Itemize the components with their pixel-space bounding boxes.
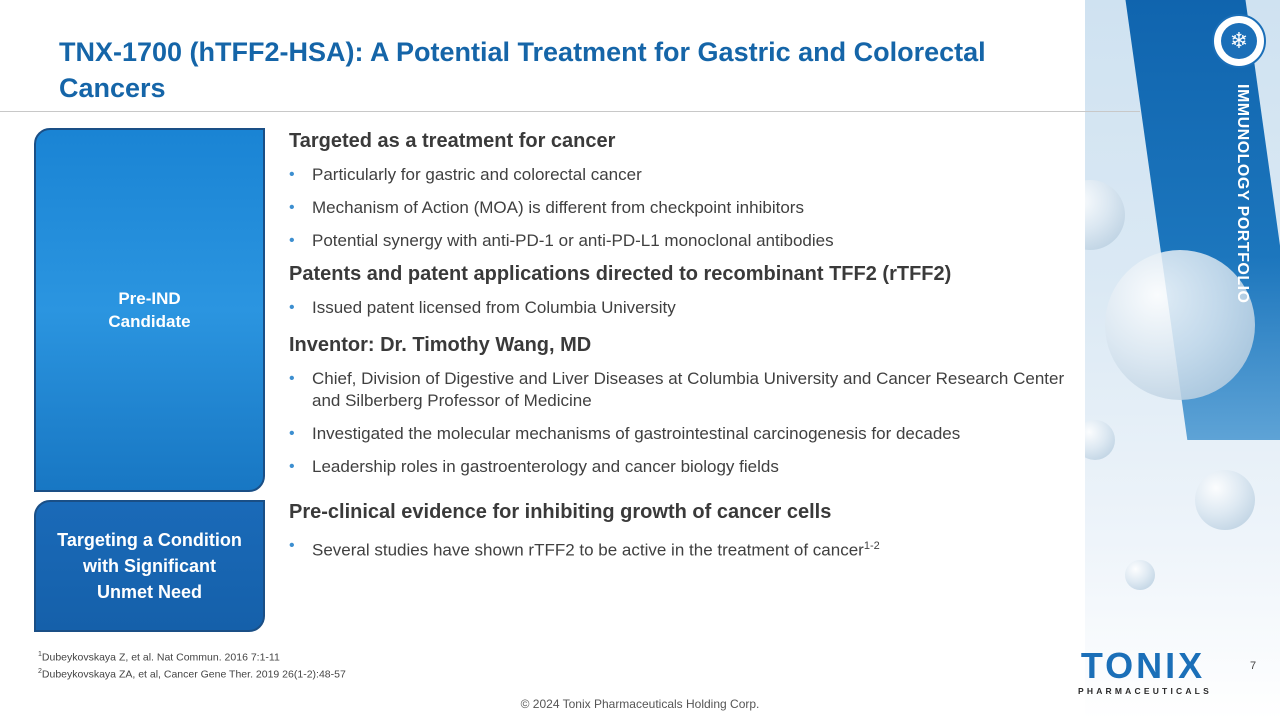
citation-superscript: 1-2: [863, 540, 880, 552]
bullet-icon: •: [289, 425, 295, 442]
list-item: [289, 230, 1089, 252]
footnote-number: 1: [38, 651, 42, 658]
bullet-icon: •: [289, 458, 295, 475]
slide-title: TNX-1700 (hTFF2-HSA): A Potential Treatment for Gastric and Colorectal Cancers: [59, 37, 986, 103]
list-item: [289, 423, 1089, 445]
bullet-icon: •: [289, 199, 295, 216]
footnote-number: 2: [38, 667, 42, 675]
snowflake-seal-icon: [1212, 14, 1266, 68]
unmet-need-box: [34, 500, 265, 632]
portfolio-label: IMMUNOLOGY PORTFOLIO: [1234, 84, 1251, 304]
bullet-text: Investigated the molecular mechanisms of gastrointestinal carcinogenesis for decades: [312, 424, 961, 443]
section-heading: Pre-clinical evidence for inhibiting growth of cancer cells: [289, 501, 832, 523]
slide-content: [289, 128, 1089, 562]
bubble-decoration: [1195, 470, 1255, 530]
logo-wordmark: TONIX: [1080, 645, 1206, 686]
bullet-icon: •: [289, 370, 295, 387]
bubble-decoration: [1085, 180, 1125, 250]
bubble-decoration: [1085, 420, 1115, 460]
bullet-text: Mechanism of Action (MOA) is different from checkpoint inhibitors: [312, 198, 804, 217]
list-item: [289, 197, 1089, 219]
bullet-icon: •: [289, 299, 295, 316]
tonix-logo: [1078, 645, 1212, 696]
bullet-icon: •: [289, 166, 295, 183]
bullet-text: Chief, Division of Digestive and Liver Diseases at Columbia University and Cancer Research Center and Silberberg Professor of Medicine: [312, 369, 1065, 410]
snowflake-icon: ❄: [1221, 23, 1257, 59]
bullet-icon: •: [289, 537, 295, 554]
stage-box: [34, 128, 265, 492]
footnotes: [38, 648, 346, 681]
list-item: [289, 164, 1089, 186]
section-inventor: [289, 332, 1089, 478]
list-item: [289, 456, 1089, 478]
section-patents: [289, 261, 1089, 319]
section-cancer: [289, 128, 1089, 252]
bullet-text: Issued patent licensed from Columbia University: [312, 298, 676, 317]
section-heading: Targeted as a treatment for cancer: [289, 130, 616, 152]
section-preclinical: [289, 499, 1089, 562]
title-divider: [0, 111, 1140, 112]
section-heading: Inventor: Dr. Timothy Wang, MD: [289, 334, 592, 356]
unmet-need-label: Targeting a Condition with Significant Unmet Need: [57, 530, 242, 602]
bullet-icon: •: [289, 232, 295, 249]
stage-label: Pre-IND Candidate: [108, 289, 191, 331]
page-number: 7: [1250, 660, 1257, 672]
bullet-text: Several studies have shown rTFF2 to be active in the treatment of cancer: [312, 540, 864, 560]
footnote-text: Dubeykovskaya ZA, et al, Cancer Gene Ther. 2019 26(1-2):48-57: [41, 668, 346, 680]
section-heading: Patents and patent applications directed to recombinant TFF2 (rTFF2): [289, 263, 952, 285]
list-item: [289, 368, 1079, 412]
copyright: © 2024 Tonix Pharmaceuticals Holding Corp.: [520, 697, 760, 711]
bullet-text: Leadership roles in gastroenterology and cancer biology fields: [312, 457, 779, 476]
bullet-text: Potential synergy with anti-PD-1 or anti-PD-L1 monoclonal antibodies: [312, 231, 834, 250]
list-item: [289, 297, 1089, 319]
logo-subtitle: PHARMACEUTICALS: [1078, 686, 1212, 696]
bubble-decoration: [1125, 560, 1155, 590]
bullet-text: Particularly for gastric and colorectal cancer: [312, 165, 642, 184]
footnote: [38, 648, 346, 665]
footnote-text: Dubeykovskaya Z, et al. Nat Commun. 2016 7:1-11: [41, 651, 280, 664]
list-item: [289, 535, 1089, 562]
footnote: [38, 665, 346, 682]
